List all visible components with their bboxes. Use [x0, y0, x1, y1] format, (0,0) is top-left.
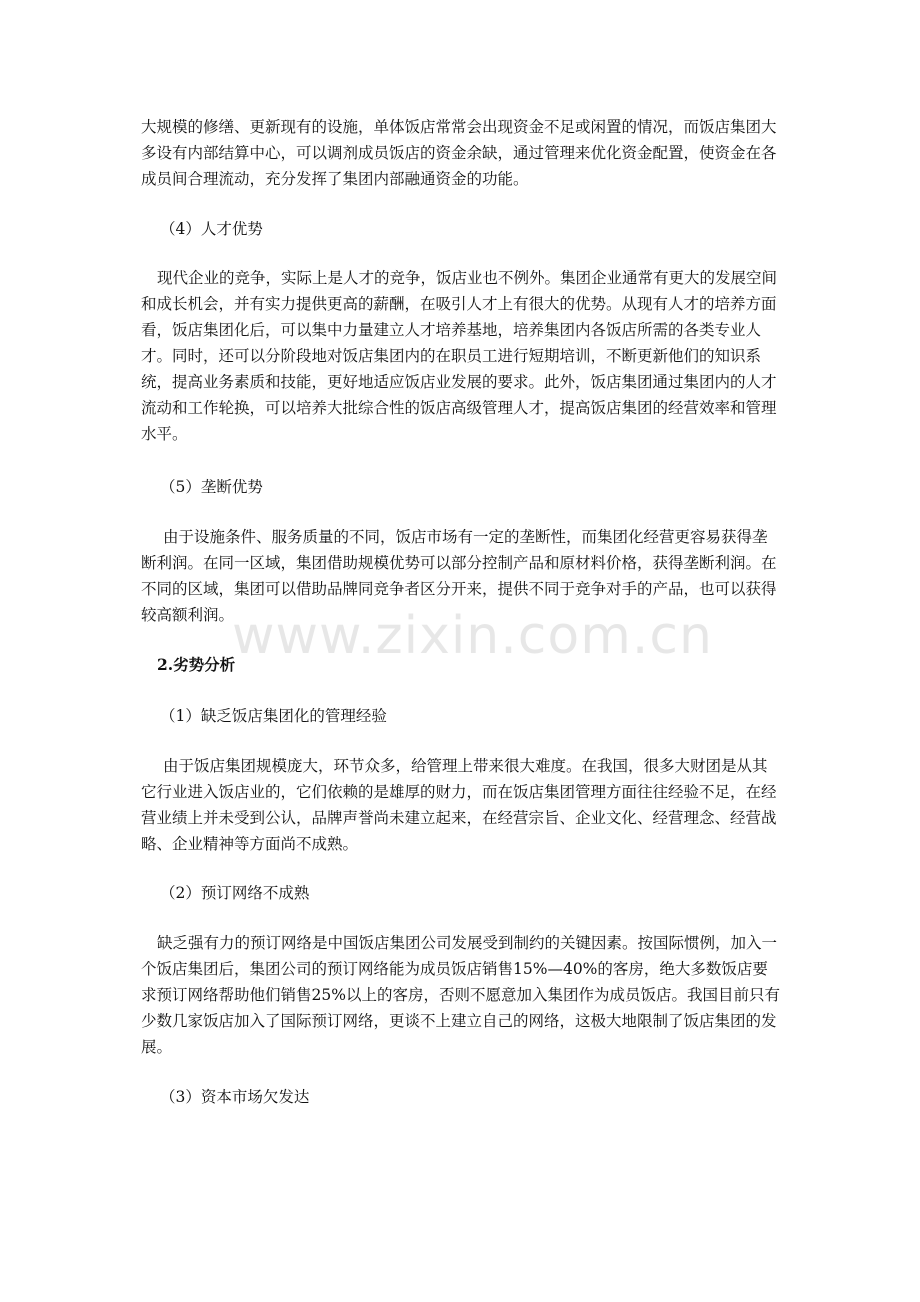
subheading-lack-management-experience: （1）缺乏饭店集团化的管理经验 [160, 707, 387, 725]
paragraph-capital-pooling: 大规模的修缮、更新现有的设施，单体饭店常常会出现资金不足或闲置的情况，而饭店集团大多设有内部结算中心，可以调剂成员饭店的资金余缺，通过管理来优化资金配置，使资金在各成员间合理流动，充分发挥了集团内部融通资金的功能。 [141, 118, 777, 188]
paragraph-monopoly-advantage: 由于设施条件、服务质量的不同，饭店市场有一定的垄断性，而集团化经营更容易获得垄断利润。在同一区域，集团借助规模优势可以部分控制产品和原材料价格，获得垄断利润。在不同的区域，集团可以借助品牌同竞争者区分开来，提供不同于竞争对手的产品，也可以获得较高额利润。 [141, 528, 777, 624]
watermark: www.zixin.com.cn [232, 606, 713, 666]
section-heading-weakness-analysis: 2.劣势分析 [157, 655, 236, 674]
paragraph-booking-network: 缺乏强有力的预订网络是中国饭店集团公司发展受到制约的关键因素。按国际惯例，加入一个饭店集团后，集团公司的预订网络能为成员饭店销售15%—40%的客房，绝大多数饭店要求预订网络帮助他们销售25%以上的客房，否则不愿意加入集团作为成员饭店。我国目前只有少数几家饭店加入了国际预订网络，更谈不上建立自己的网络，这极大地限制了饭店集团的发展。 [141, 934, 780, 1056]
subheading-monopoly-advantage: （5）垄断优势 [160, 478, 263, 496]
subheading-booking-network: （2）预订网络不成熟 [160, 884, 310, 902]
paragraph-talent-advantage: 现代企业的竞争，实际上是人才的竞争，饭店业也不例外。集团企业通常有更大的发展空间和成长机会，并有实力提供更高的薪酬，在吸引人才上有很大的优势。从现有人才的培养方面看，饭店集团化后，可以集中力量建立人才培养基地，培养集团内各饭店所需的各类专业人才。同时，还可以分阶段地对饭店集团内的在职员工进行短期培训，不断更新他们的知识系统，提高业务素质和技能，更好地适应饭店业发展的要求。此外，饭店集团通过集团内的人才流动和工作轮换，可以培养大批综合性的饭店高级管理人才，提高饭店集团的经营效率和管理水平。 [141, 269, 778, 443]
subheading-capital-market: （3）资本市场欠发达 [160, 1088, 310, 1106]
paragraph-lack-management-experience: 由于饭店集团规模庞大，环节众多，给管理上带来很大难度。在我国，很多大财团是从其它行业进入饭店业的，它们依赖的是雄厚的财力，而在饭店集团管理方面往往经验不足，在经营业绩上并未受到公认，品牌声誉尚未建立起来，在经营宗旨、企业文化、经营理念、经营战略、企业精神等方面尚不成熟。 [141, 757, 777, 853]
subheading-talent-advantage: （4）人才优势 [160, 220, 263, 238]
